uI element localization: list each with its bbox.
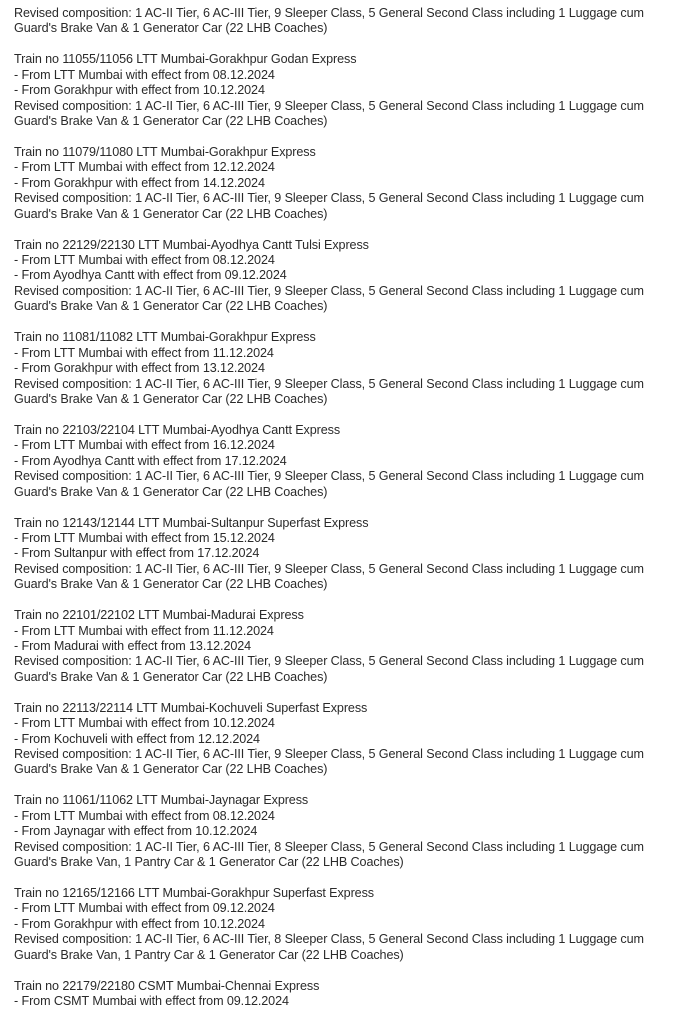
effect-from-origin: - From CSMT Mumbai with effect from 09.12.2024 <box>14 994 289 1009</box>
train-title: Train no 11079/11080 LTT Mumbai-Gorakhpur Express <box>14 145 316 160</box>
composition-line-1: Revised composition: 1 AC-II Tier, 6 AC-III Tier, 9 Sleeper Class, 5 General Second Class including 1 Luggage cum <box>14 747 644 761</box>
composition-line-1: Revised composition: 1 AC-II Tier, 6 AC-III Tier, 9 Sleeper Class, 5 General Second Class including 1 Luggage cum <box>14 561 644 576</box>
effect-from-destination: - From Sultanpur with effect from 17.12.2024 <box>14 546 260 561</box>
train-title: Train no 11081/11082 LTT Mumbai-Gorakhpur Express <box>14 330 316 345</box>
train-title: Train no 12143/12144 LTT Mumbai-Sultanpur Superfast Express <box>14 515 369 530</box>
effect-from-destination: - From Ayodhya Cantt with effect from 17.12.2024 <box>14 453 287 468</box>
composition-line-2: Guard's Brake Van & 1 Generator Car (22 LHB Coaches) <box>14 206 328 221</box>
effect-from-origin: - From LTT Mumbai with effect from 09.12.2024 <box>14 901 275 916</box>
effect-from-origin: - From LTT Mumbai with effect from 11.12.2024 <box>14 345 274 360</box>
effect-from-origin: - From LTT Mumbai with effect from 12.12.2024 <box>14 160 275 175</box>
train-entry <box>14 701 694 778</box>
composition-line-1: Revised composition: 1 AC-II Tier, 6 AC-III Tier, 9 Sleeper Class, 5 General Second Class including 1 Luggage cum <box>14 191 644 206</box>
effect-from-destination: - From Gorakhpur with effect from 10.12.2024 <box>14 916 265 931</box>
effect-from-origin: - From LTT Mumbai with effect from 08.12.2024 <box>14 253 275 268</box>
composition-line-2: Guard's Brake Van & 1 Generator Car (22 LHB Coaches) <box>14 669 328 684</box>
composition-line-2: Guard's Brake Van & 1 Generator Car (22 LHB Coaches) <box>14 391 328 406</box>
effect-from-destination: - From Jaynagar with effect from 10.12.2024 <box>14 824 258 839</box>
composition-line-1: Revised composition: 1 AC-II Tier, 6 AC-III Tier, 9 Sleeper Class, 5 General Second Class including 1 Luggage cum <box>14 6 644 20</box>
train-entry-partial <box>14 979 694 1010</box>
effect-from-destination: - From Madurai with effect from 13.12.2024 <box>14 638 252 653</box>
train-entry <box>14 52 694 129</box>
effect-from-destination: - From Gorakhpur with effect from 13.12.2024 <box>14 361 265 376</box>
composition-line-1: Revised composition: 1 AC-II Tier, 6 AC-III Tier, 8 Sleeper Class, 5 General Second Class including 1 Luggage cum <box>14 932 644 947</box>
effect-from-origin: - From LTT Mumbai with effect from 11.12.2024 <box>14 623 274 638</box>
train-title: Train no 11055/11056 LTT Mumbai-Gorakhpur Godan Express <box>14 52 357 67</box>
train-title: Train no 22179/22180 CSMT Mumbai-Chennai Express <box>14 978 320 993</box>
effect-from-destination: - From Gorakhpur with effect from 14.12.2024 <box>14 175 265 190</box>
composition-line-2: Guard's Brake Van & 1 Generator Car (22 LHB Coaches) <box>14 484 328 499</box>
composition-line-2: Guard's Brake Van & 1 Generator Car (22 LHB Coaches) <box>14 21 328 36</box>
composition-line-2: Guard's Brake Van & 1 Generator Car (22 LHB Coaches) <box>14 114 328 129</box>
train-entry <box>14 423 694 500</box>
train-entry <box>14 238 694 315</box>
train-entry <box>14 145 694 222</box>
intro-composition-block <box>14 6 694 37</box>
train-title: Train no 22101/22102 LTT Mumbai-Madurai Express <box>14 608 304 623</box>
train-title: Train no 12165/12166 LTT Mumbai-Gorakhpur Superfast Express <box>14 886 374 901</box>
train-entry <box>14 516 694 593</box>
effect-from-origin: - From LTT Mumbai with effect from 08.12.2024 <box>14 67 275 82</box>
composition-line-2: Guard's Brake Van & 1 Generator Car (22 LHB Coaches) <box>14 299 328 314</box>
composition-line-1: Revised composition: 1 AC-II Tier, 6 AC-III Tier, 9 Sleeper Class, 5 General Second Class including 1 Luggage cum <box>14 376 644 391</box>
document-body <box>14 6 694 1025</box>
composition-line-2: Guard's Brake Van, 1 Pantry Car & 1 Generator Car (22 LHB Coaches) <box>14 947 404 962</box>
composition-line-1: Revised composition: 1 AC-II Tier, 6 AC-III Tier, 9 Sleeper Class, 5 General Second Class including 1 Luggage cum <box>14 654 644 669</box>
train-entry <box>14 886 694 963</box>
train-title: Train no 11061/11062 LTT Mumbai-Jaynagar Express <box>14 793 309 808</box>
effect-from-origin: - From LTT Mumbai with effect from 10.12.2024 <box>14 716 275 731</box>
train-entry <box>14 330 694 407</box>
composition-line-2: Guard's Brake Van & 1 Generator Car (22 LHB Coaches) <box>14 577 328 592</box>
effect-from-destination: - From Gorakhpur with effect from 10.12.2024 <box>14 83 265 98</box>
train-title: Train no 22129/22130 LTT Mumbai-Ayodhya Cantt Tulsi Express <box>14 237 369 252</box>
composition-line-1: Revised composition: 1 AC-II Tier, 6 AC-III Tier, 8 Sleeper Class, 5 General Second Class including 1 Luggage cum <box>14 839 644 854</box>
composition-line-1: Revised composition: 1 AC-II Tier, 6 AC-III Tier, 9 Sleeper Class, 5 General Second Class including 1 Luggage cum <box>14 98 644 113</box>
effect-from-destination: - From Kochuveli with effect from 12.12.2024 <box>14 731 260 746</box>
effect-from-origin: - From LTT Mumbai with effect from 15.12.2024 <box>14 530 275 545</box>
train-entry <box>14 793 694 870</box>
effect-from-origin: - From LTT Mumbai with effect from 16.12.2024 <box>14 438 275 453</box>
train-title: Train no 22113/22114 LTT Mumbai-Kochuveli Superfast Express <box>14 700 368 715</box>
composition-line-2: Guard's Brake Van, 1 Pantry Car & 1 Generator Car (22 LHB Coaches) <box>14 855 404 870</box>
effect-from-origin: - From LTT Mumbai with effect from 08.12.2024 <box>14 808 275 823</box>
train-entry <box>14 608 694 685</box>
train-title: Train no 22103/22104 LTT Mumbai-Ayodhya Cantt Express <box>14 422 341 437</box>
composition-line-1: Revised composition: 1 AC-II Tier, 6 AC-III Tier, 9 Sleeper Class, 5 General Second Class including 1 Luggage cum <box>14 469 644 484</box>
composition-line-1: Revised composition: 1 AC-II Tier, 6 AC-III Tier, 9 Sleeper Class, 5 General Second Class including 1 Luggage cum <box>14 283 644 298</box>
composition-line-2: Guard's Brake Van & 1 Generator Car (22 LHB Coaches) <box>14 762 328 777</box>
effect-from-destination: - From Ayodhya Cantt with effect from 09.12.2024 <box>14 268 287 283</box>
